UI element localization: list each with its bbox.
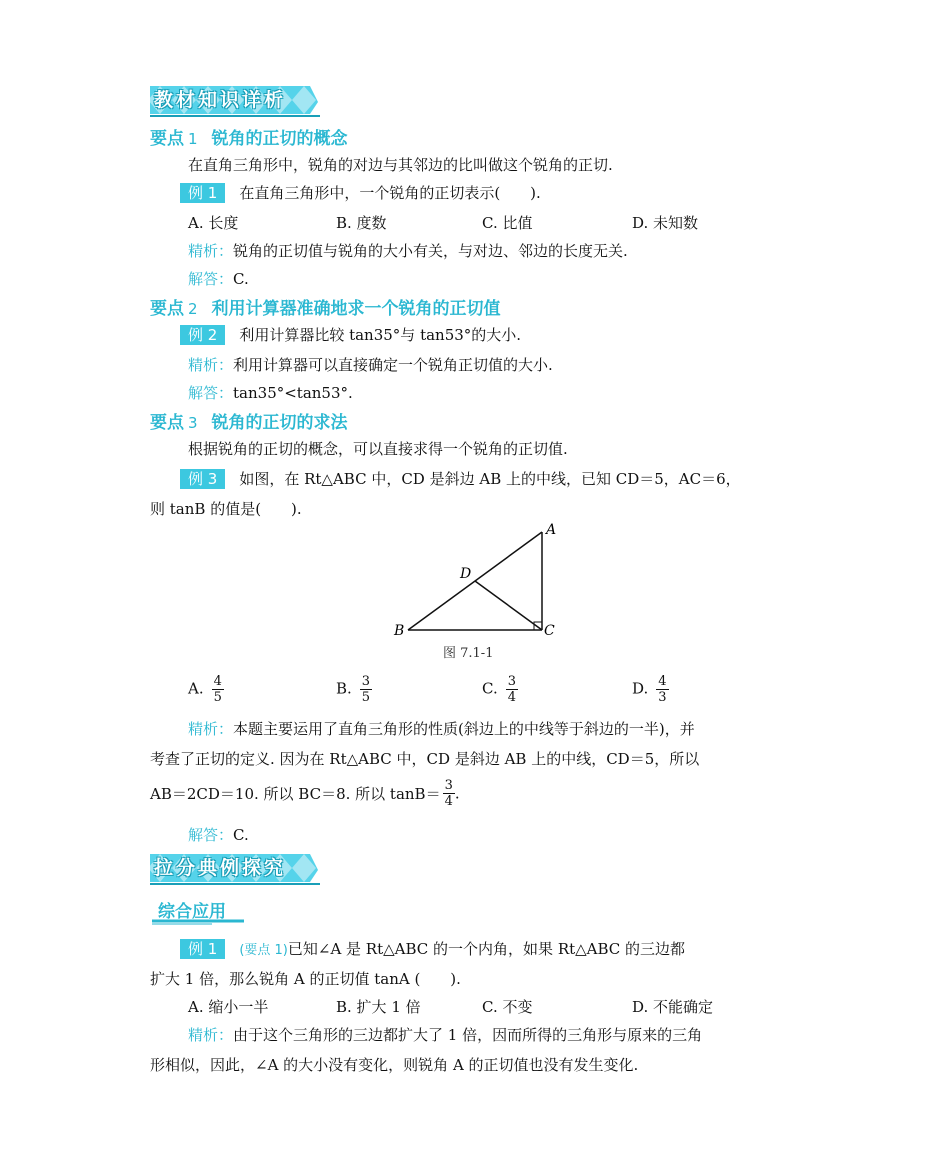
keypoint-title: 锐角的正切的求法 [211,413,348,433]
option-letter: D. [632,679,649,698]
example-4-analysis-line2: 形相似，因此，∠A 的大小没有变化，则锐角 A 的正切值也没有发生变化. [150,1056,639,1074]
option-c [482,674,518,705]
numerator: 4 [658,674,667,689]
answer-label: 解答： [188,384,234,402]
figure-caption: 图 7.1-1 [443,646,494,661]
example-2-analysis [188,354,553,375]
example-1-question [180,182,541,203]
example-2-question [180,324,521,345]
example-3-answer [188,824,249,845]
subheading-title: 综合应用 [158,902,226,922]
answer-text: C. [233,270,249,288]
answer-label: 解答： [188,826,234,844]
question-text: 利用计算器比较 tan35°与 tan53°的大小. [239,326,522,344]
section-banner-examples [150,850,320,886]
keypoint-1-heading [150,124,348,149]
option-d [632,674,669,705]
keypoint-2-heading [150,294,501,319]
example-4-analysis-line1 [188,1024,702,1045]
example-4-question-line2: 扩大 1 倍，那么锐角 A 的正切值 tanA ( ). [150,970,461,988]
answer-label: 解答： [188,270,234,288]
example-tag: 例 1 [180,183,225,203]
analysis-text: 由于这个三角形的三边都扩大了 1 倍，因而所得的三角形与原来的三角 [233,1026,703,1044]
fraction [212,674,224,705]
label-B: B [394,623,405,639]
analysis-text: 锐角的正切值与锐角的大小有关，与对边、邻边的长度无关. [233,242,628,260]
analysis-label: 精析： [188,356,234,374]
keypoint-3-heading [150,408,348,433]
option-c: C. 比值 [482,214,533,232]
analysis-label: 精析： [188,242,234,260]
fraction [506,674,518,705]
denominator: 5 [361,690,371,705]
keypoint-title: 锐角的正切的概念 [211,129,348,149]
keypoint-1-text: 在直角三角形中，锐角的对边与其邻边的比叫做这个锐角的正切. [188,156,613,174]
numerator: 3 [444,778,453,793]
section-banner-textbook [150,82,320,118]
keypoint-3-text: 根据锐角的正切的概念，可以直接求得一个锐角的正切值. [188,440,568,458]
triangle-figure [380,518,580,648]
keypoint-label: 要点 [150,129,184,149]
keypoint-label: 要点 [150,413,184,433]
denominator: 4 [507,690,516,705]
question-text: 已知∠A 是 Rt△ABC 的一个内角，如果 Rt△ABC 的三边都 [287,940,686,958]
banner-title: 拉分典例探究 [154,857,287,879]
example-tag: 例 2 [180,325,225,345]
denominator: 3 [658,690,667,705]
option-d: D. 不能确定 [632,998,714,1016]
option-b: B. 度数 [336,214,387,232]
option-c: C. 不变 [482,998,533,1016]
option-b [336,674,372,705]
fraction [360,674,372,705]
analysis-text: AB＝2CD＝10. 所以 BC＝8. 所以 tanB＝ [150,785,441,803]
example-1-answer [188,268,249,289]
label-A: A [546,522,557,538]
example-3-question-line1 [180,468,741,489]
option-a [188,674,224,705]
analysis-text: 利用计算器可以直接确定一个锐角正切值的大小. [233,356,553,374]
numerator: 3 [507,674,516,689]
keypoint-title: 利用计算器准确地求一个锐角的正切值 [211,299,501,319]
keypoint-number: 1 [188,130,198,148]
question-text: 如图，在 Rt△ABC 中，CD 是斜边 AB 上的中线，已知 CD＝5，AC＝6， [239,470,741,488]
example-tag: 例 3 [180,469,225,489]
option-letter: A. [188,679,204,698]
numerator: 3 [361,674,371,689]
fraction [443,778,455,809]
subheading-comprehensive [152,895,242,923]
fraction [656,674,668,705]
label-C: C [544,623,555,639]
example-tag: 例 1 [180,939,225,959]
example-4-question-line1 [180,938,685,959]
option-b: B. 扩大 1 倍 [336,998,421,1016]
analysis-label: 精析： [188,1026,234,1044]
median-cd [475,581,542,630]
option-letter: C. [482,679,498,698]
analysis-text: 本题主要运用了直角三角形的性质(斜边上的中线等于斜边的一半)，并 [233,720,695,738]
question-text: 在直角三角形中，一个锐角的正切表示( ). [239,184,541,202]
denominator: 4 [444,794,453,809]
denominator: 5 [213,690,222,705]
option-d: D. 未知数 [632,214,699,232]
example-3-analysis-line2: 考查了正切的定义. 因为在 Rt△ABC 中，CD 是斜边 AB 上的中线，CD＝5，所以 [150,750,700,768]
keypoint-reference: (要点 1) [239,943,288,958]
example-3-analysis-line3: AB＝2CD＝10. 所以 BC＝8. 所以 tanB＝ $\frac{3}{4}$ . [150,778,460,809]
example-3-question-line2: 则 tanB 的值是( ). [150,500,302,518]
banner-title: 教材知识详析 [154,89,287,111]
option-a: A. 长度 [188,214,239,232]
option-a: A. 缩小一半 [188,998,269,1016]
option-letter: B. [336,679,352,698]
analysis-label: 精析： [188,720,234,738]
answer-text: C. [233,826,249,844]
example-2-answer [188,382,353,403]
example-1-analysis [188,240,628,261]
keypoint-label: 要点 [150,299,184,319]
numerator: 4 [213,674,222,689]
label-D: D [460,566,472,582]
answer-text: tan35°<tan53°. [233,384,353,402]
keypoint-number: 3 [188,414,198,432]
keypoint-number: 2 [188,300,198,318]
example-3-analysis-line1 [188,718,695,739]
